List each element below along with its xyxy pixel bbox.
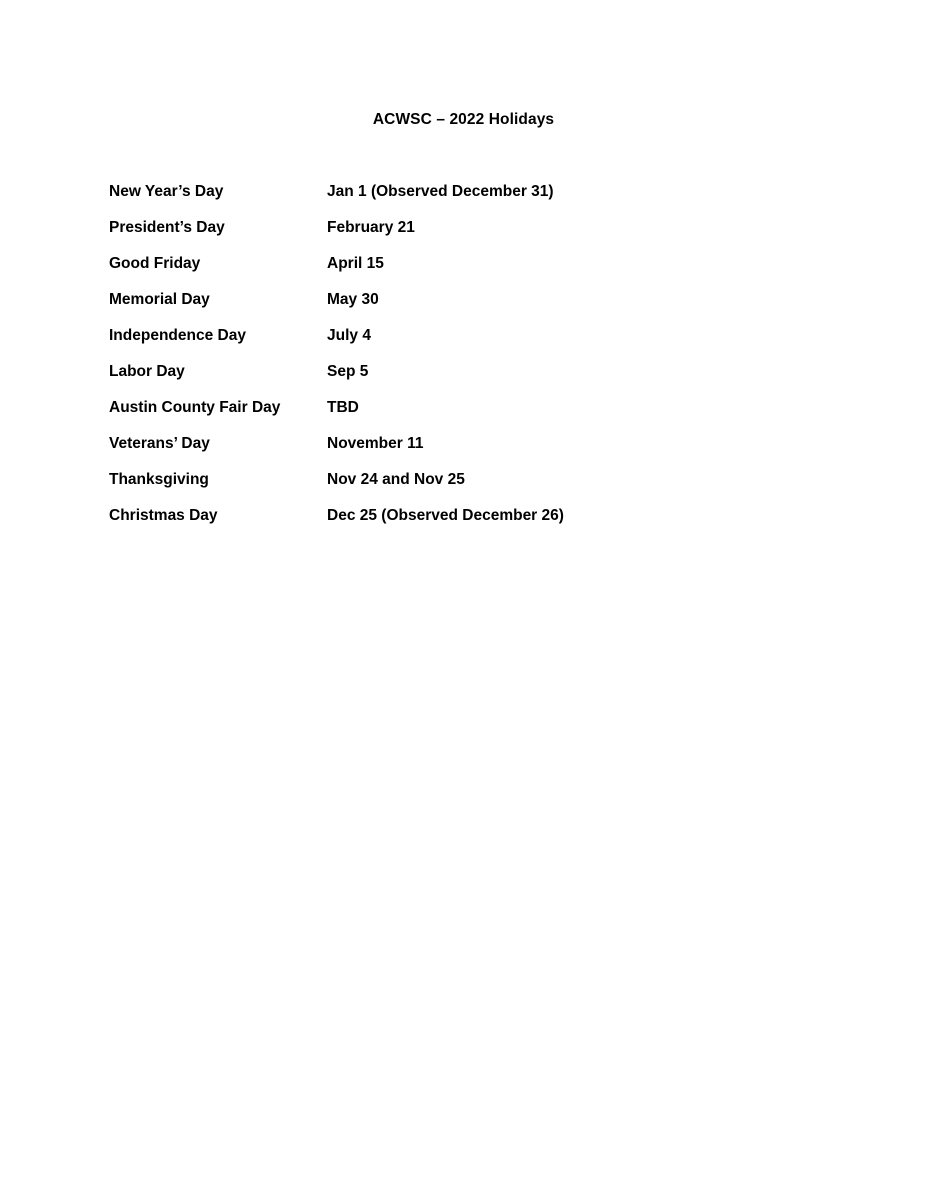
- holiday-date: TBD: [327, 399, 359, 416]
- document-title: ACWSC – 2022 Holidays: [372, 111, 555, 128]
- holiday-name: Thanksgiving: [109, 471, 209, 488]
- holiday-name: Independence Day: [109, 327, 246, 344]
- holiday-date: April 15: [327, 255, 384, 272]
- holiday-name: Good Friday: [109, 255, 201, 272]
- holiday-row: [109, 218, 829, 254]
- holiday-row: [109, 434, 829, 470]
- holiday-date: Sep 5: [327, 363, 369, 380]
- holiday-date: July 4: [327, 327, 371, 344]
- holiday-row: [109, 326, 829, 362]
- holiday-name: New Year’s Day: [109, 183, 224, 200]
- holiday-name: Austin County Fair Day: [109, 399, 281, 416]
- holiday-date: Dec 25 (Observed December 26): [327, 507, 564, 524]
- holiday-date: Jan 1 (Observed December 31): [327, 183, 554, 200]
- holiday-date: November 11: [327, 435, 424, 452]
- holiday-row: [109, 506, 829, 542]
- holiday-name: Labor Day: [109, 363, 185, 380]
- holiday-name: Memorial Day: [109, 291, 210, 308]
- holiday-date: February 21: [327, 219, 415, 236]
- holiday-row: [109, 182, 829, 218]
- holiday-row: [109, 254, 829, 290]
- holiday-date: Nov 24 and Nov 25: [327, 471, 465, 488]
- holiday-list: [109, 182, 829, 542]
- holiday-row: [109, 398, 829, 434]
- holiday-row: [109, 290, 829, 326]
- holiday-name: Christmas Day: [109, 507, 218, 524]
- holiday-row: [109, 470, 829, 506]
- holiday-name: President’s Day: [109, 219, 225, 236]
- holiday-name: Veterans’ Day: [109, 435, 210, 452]
- holiday-date: May 30: [327, 291, 379, 308]
- holiday-row: [109, 362, 829, 398]
